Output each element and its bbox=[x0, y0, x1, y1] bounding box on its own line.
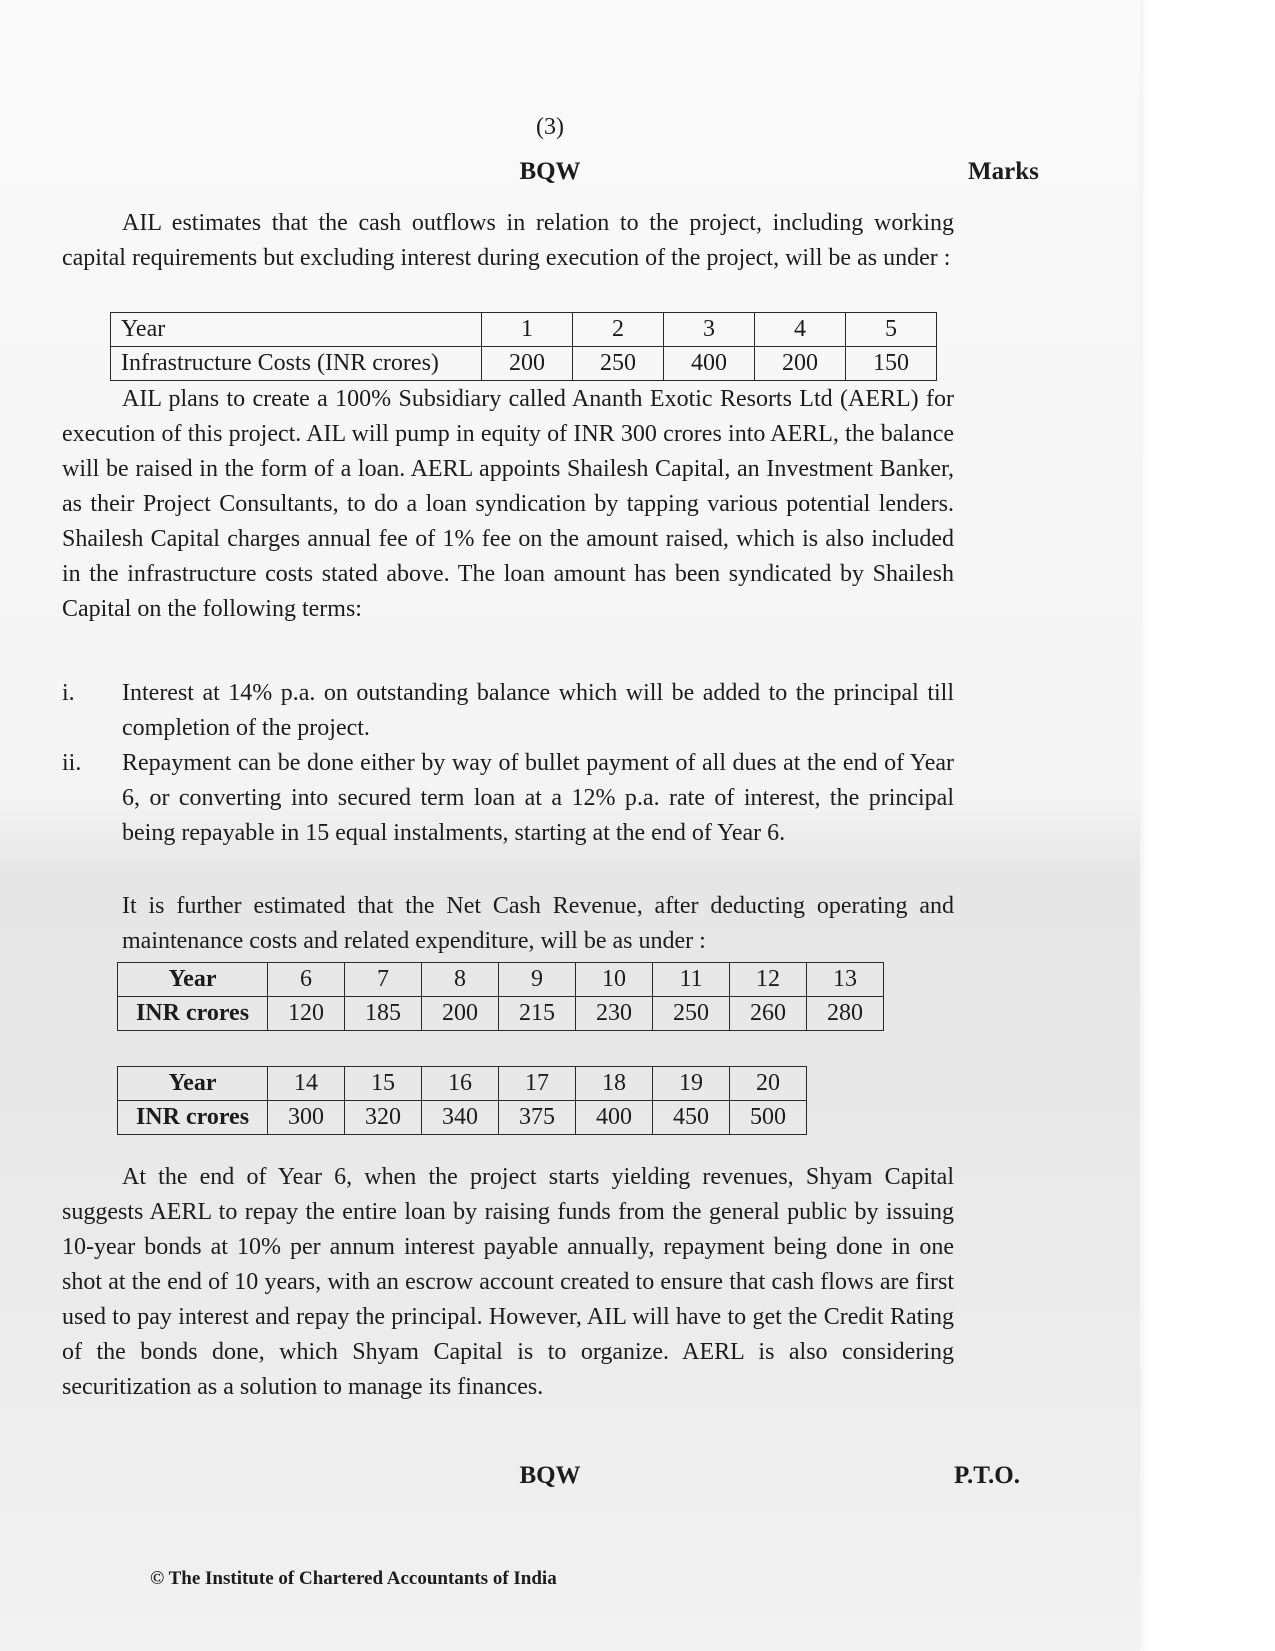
table-cell: 200 bbox=[755, 347, 846, 381]
table-cell: Year bbox=[118, 963, 268, 997]
infrastructure-costs-table bbox=[110, 312, 937, 381]
table-cell: 280 bbox=[807, 997, 884, 1031]
table-cell: 300 bbox=[268, 1101, 345, 1135]
table-cell: 7 bbox=[345, 963, 422, 997]
paper-code-header: BQW bbox=[519, 158, 581, 185]
table-row bbox=[118, 997, 884, 1031]
table-cell: 2 bbox=[573, 313, 664, 347]
copyright-notice: © The Institute of Chartered Accountants of India bbox=[150, 1568, 557, 1589]
table-row bbox=[118, 963, 884, 997]
table-cell: 6 bbox=[268, 963, 345, 997]
table-cell: 17 bbox=[499, 1067, 576, 1101]
revenue-paragraph: It is further estimated that the Net Cash Revenue, after deducting operating and maintenance costs and related expenditure, will be as under : bbox=[122, 893, 954, 954]
marks-label: Marks bbox=[968, 158, 1039, 185]
table-cell: 150 bbox=[846, 347, 937, 381]
list-item bbox=[62, 676, 954, 746]
table-cell: 340 bbox=[422, 1101, 499, 1135]
table-cell: 120 bbox=[268, 997, 345, 1031]
table-cell: 500 bbox=[730, 1101, 807, 1135]
table-cell: 375 bbox=[499, 1101, 576, 1135]
table-cell: 320 bbox=[345, 1101, 422, 1135]
paper-code-footer: BQW bbox=[519, 1462, 581, 1489]
net-cash-revenue-table-2 bbox=[117, 1066, 807, 1135]
table-cell: 230 bbox=[576, 997, 653, 1031]
subsidiary-paragraph: AIL plans to create a 100% Subsidiary called Ananth Exotic Resorts Ltd (AERL) for execution of this project. AIL will pump in equity of INR 300 crores into AERL, the balance will be raised in the form of a loan. AERL appoints Shailesh Capital, an Investment Banker, as their Project Consultants, to do a loan syndication by tapping various potential lenders. Shailesh Capital charges annual fee of 1% fee on the amount raised, which is also included in the infrastructure costs stated above. The loan amount has been syndicated by Shailesh Capital on the following terms: bbox=[62, 386, 954, 622]
list-item-number: i. bbox=[62, 680, 75, 706]
list-item-text: Repayment can be done either by way of bullet payment of all dues at the end of Year 6, or converting into secured term loan at a 12% p.a. rate of interest, the principal being repayable in 15 equal instalments, starting at the end of Year 6. bbox=[122, 750, 954, 846]
table-cell: 1 bbox=[482, 313, 573, 347]
table-cell: 16 bbox=[422, 1067, 499, 1101]
list-item-number: ii. bbox=[62, 750, 82, 776]
net-cash-revenue-table-1 bbox=[117, 962, 884, 1031]
table-cell: 14 bbox=[268, 1067, 345, 1101]
list-item bbox=[62, 746, 954, 851]
table-cell: 20 bbox=[730, 1067, 807, 1101]
table-cell: 19 bbox=[653, 1067, 730, 1101]
table-cell: 260 bbox=[730, 997, 807, 1031]
table-cell: 9 bbox=[499, 963, 576, 997]
table-cell: 250 bbox=[653, 997, 730, 1031]
table-cell: INR crores bbox=[118, 997, 268, 1031]
table-cell: 215 bbox=[499, 997, 576, 1031]
table-cell: 15 bbox=[345, 1067, 422, 1101]
table-cell: 400 bbox=[664, 347, 755, 381]
table-cell: INR crores bbox=[118, 1101, 268, 1135]
list-item-text: Interest at 14% p.a. on outstanding balance which will be added to the principal till completion of the project. bbox=[122, 680, 954, 741]
table-cell: Year bbox=[111, 313, 482, 347]
table-row bbox=[118, 1067, 807, 1101]
table-cell: 12 bbox=[730, 963, 807, 997]
bond-paragraph: At the end of Year 6, when the project starts yielding revenues, Shyam Capital suggests AERL to repay the entire loan by raising funds from the general public by issuing 10-year bonds at 10% per annum interest payable annually, repayment being done in one shot at the end of 10 years, with an escrow account created to ensure that cash flows are first used to pay interest and repay the principal. However, AIL will have to get the Credit Rating of the bonds done, which Shyam Capital is to organize. AERL is also considering securitization as a solution to manage its finances. bbox=[62, 1164, 954, 1400]
table-cell: 13 bbox=[807, 963, 884, 997]
table-cell: 250 bbox=[573, 347, 664, 381]
table-cell: 200 bbox=[422, 997, 499, 1031]
table-cell: 11 bbox=[653, 963, 730, 997]
intro-paragraph: AIL estimates that the cash outflows in relation to the project, including working capital requirements but excluding interest during execution of the project, will be as under : bbox=[62, 210, 954, 271]
table-cell: 10 bbox=[576, 963, 653, 997]
table-cell: 8 bbox=[422, 963, 499, 997]
table-cell: 5 bbox=[846, 313, 937, 347]
table-cell: Infrastructure Costs (INR crores) bbox=[111, 347, 482, 381]
table-row bbox=[111, 313, 937, 347]
table-cell: 200 bbox=[482, 347, 573, 381]
pto-label: P.T.O. bbox=[954, 1462, 1020, 1489]
loan-terms-list bbox=[62, 676, 954, 851]
table-cell: 18 bbox=[576, 1067, 653, 1101]
table-cell: 185 bbox=[345, 997, 422, 1031]
table-row bbox=[111, 347, 937, 381]
table-cell: 450 bbox=[653, 1101, 730, 1135]
table-row bbox=[118, 1101, 807, 1135]
table-cell: Year bbox=[118, 1067, 268, 1101]
table-cell: 3 bbox=[664, 313, 755, 347]
table-cell: 400 bbox=[576, 1101, 653, 1135]
table-cell: 4 bbox=[755, 313, 846, 347]
page-number: (3) bbox=[536, 114, 564, 140]
